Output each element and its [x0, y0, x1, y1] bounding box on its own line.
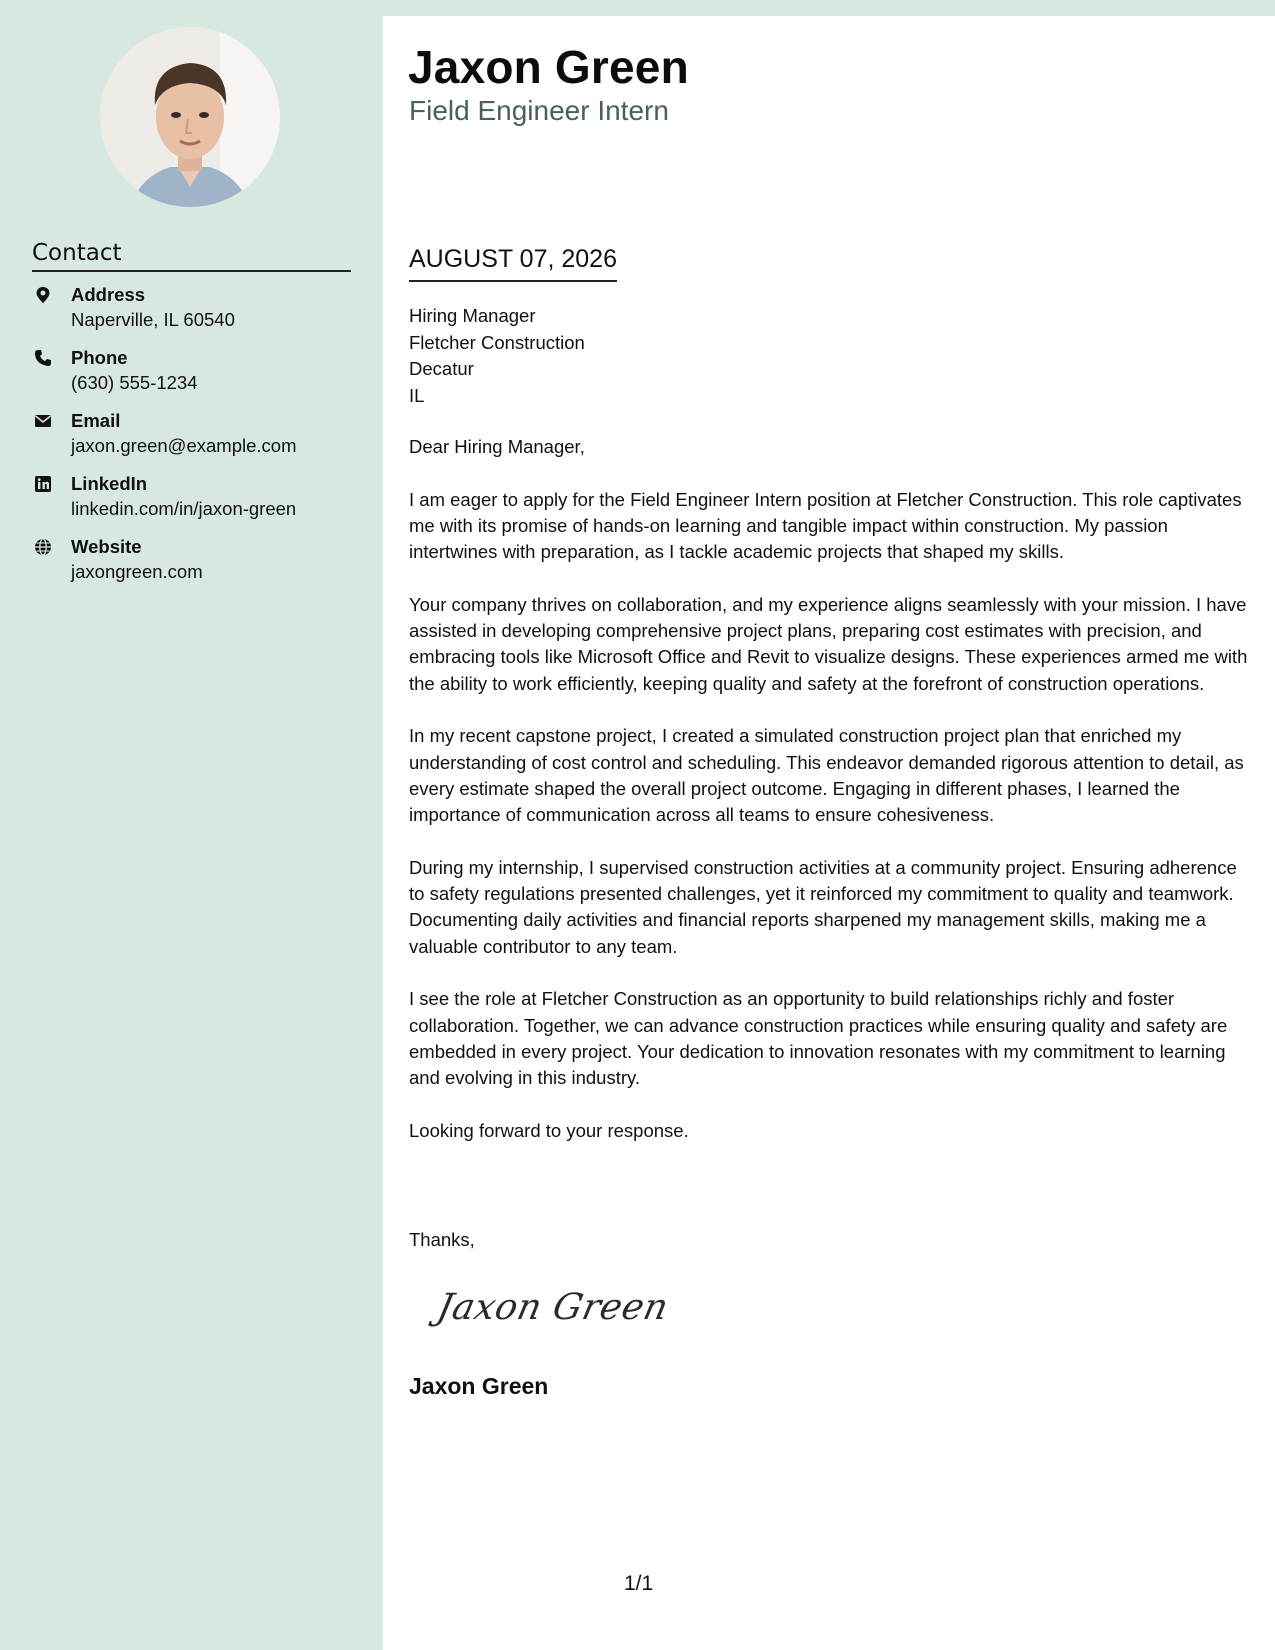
body-paragraph: Your company thrives on collaboration, and my experience aligns seamlessly with your mission. I have assisted in developing comprehensive project plans, preparing cost estimates with precision, and embracing tools like Microsoft Office and Revit to visualize designs. These experiences armed me with the ability to work efficiently, keeping quality and safety at the forefront of construction operations.	[409, 593, 1248, 694]
envelope-icon	[34, 412, 52, 430]
address-value: Naperville, IL 60540	[71, 309, 235, 330]
phone-value[interactable]: (630) 555-1234	[71, 372, 198, 393]
phone-icon	[34, 349, 52, 367]
contact-item-website	[32, 536, 362, 599]
linkedin-label: LinkedIn	[71, 473, 148, 494]
address-label: Address	[71, 284, 146, 305]
body-paragraph: I see the role at Fletcher Construction as an opportunity to build relationships richly and foster collaboration. Together, we can advance construction practices while ensuring quality and safety are embedded in every project. Your dedication to innovation resonates with my commitment to learning and evolving in this industry.	[409, 988, 1228, 1089]
letter-body	[409, 434, 1249, 1170]
map-pin-icon	[34, 286, 52, 304]
body-paragraph: In my recent capstone project, I created a simulated construction project plan that enriched my understanding of cost control and scheduling. This endeavor demanded rigorous attention to detail, as every estimate shaped the overall project outcome. Engaging in different phases, I learned the importance of communication across all teams to ensure cohesiveness.	[409, 725, 1244, 826]
profile-photo	[100, 27, 280, 207]
website-value[interactable]: jaxongreen.com	[71, 561, 203, 582]
closing: Thanks,	[409, 1229, 475, 1250]
applicant-title: Field Engineer Intern	[409, 95, 669, 126]
body-paragraph: I am eager to apply for the Field Engineer Intern position at Fletcher Construction. This role captivates me with its promise of hands-on learning and tangible impact within construction. My passion intertwines with preparation, as I tackle academic projects that shaped my skills.	[409, 488, 1242, 563]
phone-label: Phone	[71, 347, 128, 368]
linkedin-value[interactable]: linkedin.com/in/jaxon-green	[71, 498, 297, 519]
sidebar	[0, 0, 383, 1650]
contact-item-address	[32, 284, 362, 347]
website-label: Website	[71, 536, 142, 557]
contact-list	[32, 284, 362, 599]
linkedin-icon	[34, 475, 52, 493]
handwritten-signature: Jaxon Green	[433, 1287, 673, 1328]
body-paragraph: During my internship, I supervised construction activities at a community project. Ensuring adherence to safety regulations presented challenges, yet it reinforced my commitment to quality and teamwork. Documenting daily activities and financial reports sharpened my management skills, making me a valuable contributor to any team.	[409, 856, 1237, 957]
recipient-block	[409, 303, 585, 409]
contact-item-email	[32, 410, 362, 473]
page-number: 1/1	[624, 1572, 654, 1595]
salutation: Dear Hiring Manager,	[409, 436, 585, 457]
contact-heading: Contact	[32, 240, 351, 272]
signer-name: Jaxon Green	[409, 1373, 549, 1399]
recipient-line: Fletcher Construction	[409, 331, 585, 353]
globe-icon	[34, 538, 52, 556]
recipient-line: Decatur	[409, 358, 474, 379]
contact-item-phone	[32, 347, 362, 410]
email-value[interactable]: jaxon.green@example.com	[71, 435, 297, 456]
recipient-line: Hiring Manager	[409, 305, 536, 326]
recipient-line: IL	[409, 384, 425, 406]
email-label: Email	[71, 410, 121, 431]
letter-date: AUGUST 07, 2026	[409, 245, 617, 282]
body-paragraph: Looking forward to your response.	[409, 1119, 689, 1141]
contact-item-linkedin	[32, 473, 362, 536]
applicant-name: Jaxon Green	[408, 41, 689, 93]
